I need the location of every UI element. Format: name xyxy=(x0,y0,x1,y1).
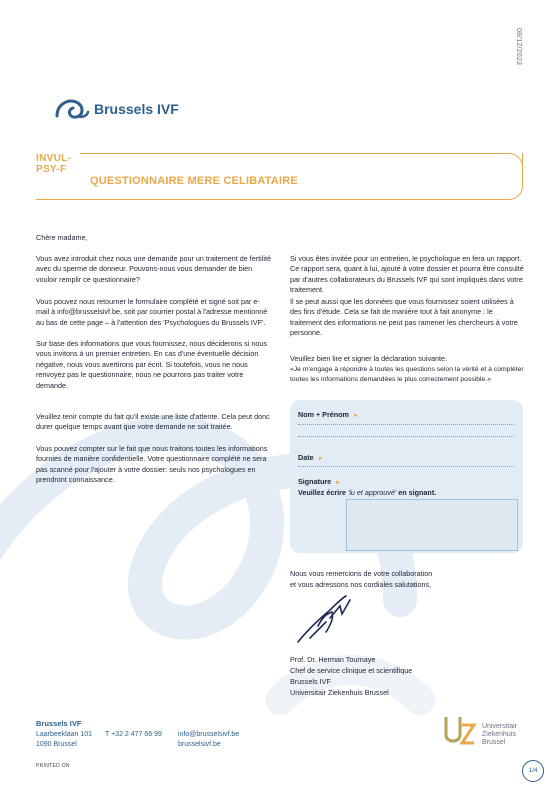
signer-organisation: Brussels IVF xyxy=(290,677,331,686)
arrow-right-icon: ► xyxy=(352,413,359,419)
form-code-line2: PSY-F xyxy=(36,164,67,175)
decision-paragraph: Sur base des informations que vous fournissez, nous déciderons si nous vous invitons à un premier entretien. En cas d'une éventuelle décision négative, nous vous avertirons par écrit. Si toutefois, vous ne nous renvoyez pas le questionnaire, nous ne pourrons pas traiter votre demande. xyxy=(36,339,267,390)
uz-logo-line2: Ziekenhuis xyxy=(482,731,516,738)
signature-instruction xyxy=(298,488,436,497)
brand-name: Brussels IVF xyxy=(94,101,179,117)
name-input-line-1[interactable] xyxy=(298,424,514,425)
footer-phone[interactable]: T +32 2 477 66 99 xyxy=(105,731,162,738)
instruction-suffix: en signant. xyxy=(398,488,437,497)
declaration-intro: Veuillez bien lire et signer la déclaration suivante. xyxy=(290,354,448,363)
confidentiality-paragraph: Vous pouvez compter sur le fait que nous traitons toutes les informations fournies de manière confidentielle. Votre questionnaire complété ne sera pas scanné pour l'ajouter à votre dossier: seuls nos psychologues en prendront connaissance. xyxy=(36,444,268,485)
intro-paragraph: Vous avez introduit chez nous une demande pour un traitement de fertilité avec du sperme de donneur. Pouvons-nous vous demander de bien vouloir remplir ce questionnaire? xyxy=(36,254,271,284)
name-field-label xyxy=(298,410,359,419)
research-paragraph: Il se peut aussi que les données que vous fournissez soient utilisées à des fins d'étude. Cela se fait de manière tout à fait anonyme : le traitement des informations ne peut pas ramener les chercheurs à votre personne. xyxy=(290,297,518,338)
printed-on-label: PRINTED ON xyxy=(36,763,70,769)
uz-logo-line1: Universitair xyxy=(482,723,518,730)
footer-brand: Brussels IVF xyxy=(36,719,82,728)
date-field-label xyxy=(298,453,324,462)
handwritten-signature xyxy=(296,592,356,646)
name-input-line-2[interactable] xyxy=(298,436,514,437)
footer-city: 1090 Brussel xyxy=(36,741,77,748)
instruction-quote: 'lu et approuvé' xyxy=(347,488,397,497)
footer-email-link[interactable]: info@brusselsivf.be xyxy=(178,731,240,738)
side-date: 08/12/2023 xyxy=(515,28,522,66)
form-code-line1: INVUL- xyxy=(36,153,72,164)
return-instructions-paragraph: Vous pouvez nous retourner le formulaire complété et signé soit par e-mail à info@brusselsivf.be, soit par courrier postal à l'adresse mentionné au bas de cette page – à l'attention des 'Psychologues du Brussels IVF'. xyxy=(36,297,268,327)
name-field-label-text: Nom + Prénom xyxy=(298,410,349,419)
arrow-right-icon: ► xyxy=(317,456,324,462)
signer-role: Chef de service clinique et scientifique xyxy=(290,666,413,675)
arrow-right-icon: ► xyxy=(335,480,342,486)
declaration-text: «Je m'engage à répondre à toutes les questions selon la vérité et à compléter toutes les informations demandées le plus correctement possible.» xyxy=(290,366,524,384)
page-number-badge: 1/4 xyxy=(522,760,544,782)
report-paragraph: Si vous êtes invitée pour un entretien, le psychologue en fera un rapport. Ce rapport sera, quant à lui, ajouté à votre dossier et pourra être consulté par d'autres collaborateurs du Brussels IVF qui sont impliqués dans votre traitement. xyxy=(290,254,524,295)
signature-input-area[interactable] xyxy=(346,499,518,551)
document-title: QUESTIONNAIRE MERE CELIBATAIRE xyxy=(90,175,298,187)
footer-street: Laarbeeklaan 101 xyxy=(36,731,93,738)
closing-line-1: Nous vous remercions de votre collaboration xyxy=(290,569,433,578)
waiting-list-paragraph: Veuillez tenir compte du fait qu'il existe une liste d'attente. Cela peut donc durer quelque temps avant que votre demande ne soit traitée. xyxy=(36,412,270,432)
signature-field-label xyxy=(298,477,341,486)
signer-hospital: Universitair Ziekenhuis Brussel xyxy=(290,688,389,697)
signer-name: Prof. Dr. Herman Tournaye xyxy=(290,655,376,664)
closing-line-2: et vous adressons nos cordiales salutations, xyxy=(290,580,432,589)
date-input-line[interactable] xyxy=(298,466,514,467)
form-code xyxy=(36,153,71,175)
uz-brussel-logo-icon xyxy=(440,713,478,747)
greeting: Chère madame, xyxy=(36,233,88,242)
title-frame-top-line xyxy=(80,153,510,154)
footer-website-link[interactable]: brusselsivf.be xyxy=(178,741,221,748)
signature-field-label-text: Signature xyxy=(298,477,332,486)
brussels-ivf-logo-icon xyxy=(54,96,90,122)
instruction-prefix: Veuillez écrire xyxy=(298,488,346,497)
date-field-label-text: Date xyxy=(298,453,314,462)
uz-logo-line3: Brussel xyxy=(482,739,506,746)
